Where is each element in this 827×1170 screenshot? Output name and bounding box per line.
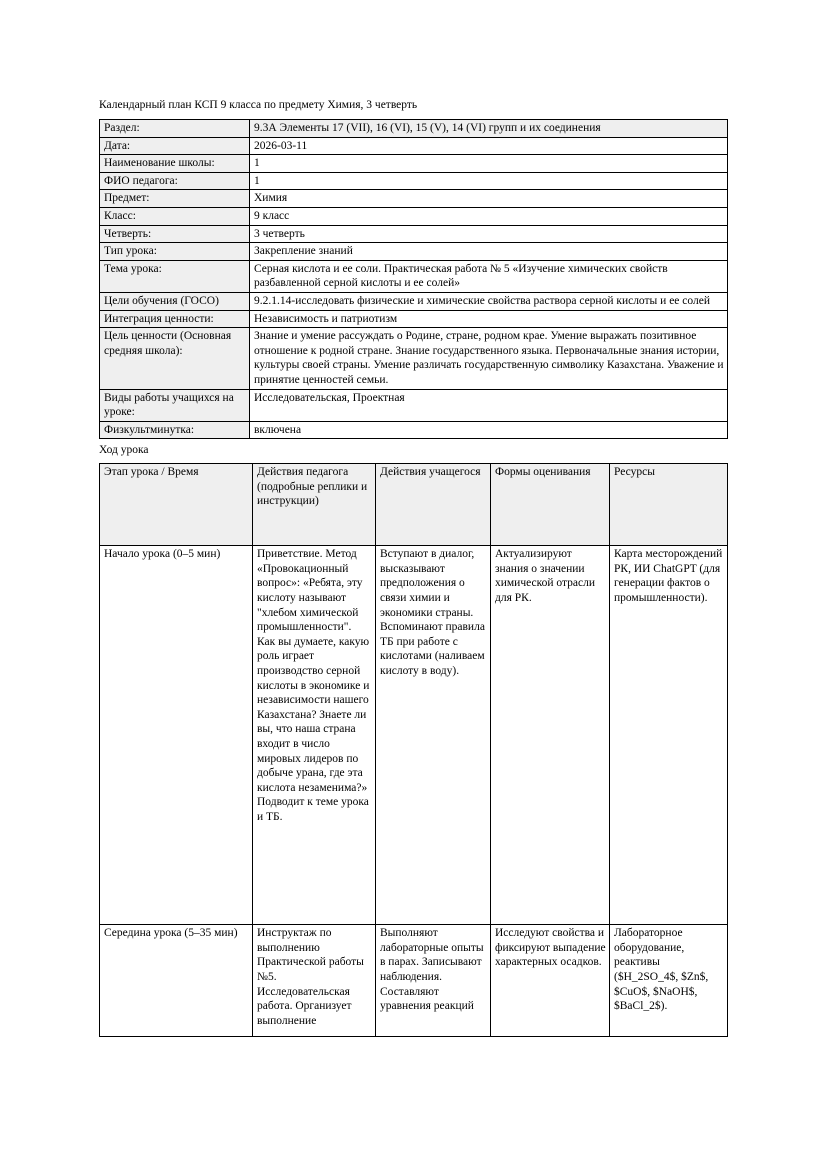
info-value: 1	[250, 155, 728, 173]
cell-stage: Середина урока (5–35 мин)	[100, 925, 253, 1037]
lesson-info-table	[99, 119, 728, 439]
info-label: Интеграция ценности:	[100, 310, 250, 328]
column-header-stage: Этап урока / Время	[100, 464, 253, 546]
info-value: 9.3А Элементы 17 (VII), 16 (VI), 15 (V), 14 (VI) групп и их соединения	[250, 120, 728, 138]
table-row	[100, 172, 728, 190]
info-label: Тип урока:	[100, 243, 250, 261]
info-label: Предмет:	[100, 190, 250, 208]
table-row	[100, 260, 728, 292]
cell-resources: Карта месторождений РК, ИИ ChatGPT (для генерации фактов о промышленности).	[610, 546, 728, 925]
info-label: Тема урока:	[100, 260, 250, 292]
info-label: Цели обучения (ГОСО)	[100, 292, 250, 310]
info-value: 2026-03-11	[250, 137, 728, 155]
info-value: Знание и умение рассуждать о Родине, стране, родном крае. Умение выражать позитивное отношение к родной стране. Знание государственного языка. Первоначальные знания истории, культуры своей страны. Умение различать государственную символику Казахстана. Уважение и принятие ценностей семьи.	[250, 328, 728, 389]
info-label: Раздел:	[100, 120, 250, 138]
cell-student-actions: Выполняют лабораторные опыты в парах. Записывают наблюдения. Составляют уравнения реакций	[376, 925, 491, 1037]
info-label: Виды работы учащихся на уроке:	[100, 389, 250, 421]
info-value: 9.2.1.14-исследовать физические и химические свойства раствора серной кислоты и ее солей	[250, 292, 728, 310]
table-row	[100, 207, 728, 225]
info-value: Химия	[250, 190, 728, 208]
column-header-resources: Ресурсы	[610, 464, 728, 546]
cell-resources: Лабораторное оборудование, реактивы ($H_2SO_4$, $Zn$, $CuO$, $NaOH$, $BaCl_2$).	[610, 925, 728, 1037]
table-row	[100, 328, 728, 389]
table-row	[100, 310, 728, 328]
column-header-student-actions: Действия учащегося	[376, 464, 491, 546]
table-row	[100, 155, 728, 173]
table-row	[100, 292, 728, 310]
info-value: Независимость и патриотизм	[250, 310, 728, 328]
column-header-teacher-actions: Действия педагога (подробные реплики и инструкции)	[253, 464, 376, 546]
table-row	[100, 243, 728, 261]
table-header-row	[100, 464, 728, 546]
info-value: Исследовательская, Проектная	[250, 389, 728, 421]
table-row	[100, 225, 728, 243]
table-row	[100, 120, 728, 138]
table-row	[100, 546, 728, 925]
table-row	[100, 137, 728, 155]
cell-teacher-actions: Приветствие. Метод «Провокационный вопрос»: «Ребята, эту кислоту называют "хлебом химической промышленности". Как вы думаете, какую роль играет производство серной кислоты в экономике и независимости нашего Казахстана? Знаете ли вы, что наша страна входит в число мировых лидеров по добыче урана, где эта кислота незаменима?» Подводит к теме урока и ТБ.	[253, 546, 376, 925]
info-label: Четверть:	[100, 225, 250, 243]
cell-stage: Начало урока (0–5 мин)	[100, 546, 253, 925]
info-label: Наименование школы:	[100, 155, 250, 173]
info-label: Дата:	[100, 137, 250, 155]
cell-assessment-forms: Исследуют свойства и фиксируют выпадение характерных осадков.	[491, 925, 610, 1037]
info-value: 1	[250, 172, 728, 190]
lesson-info-body	[100, 120, 728, 439]
info-value: Серная кислота и ее соли. Практическая работа № 5 «Изучение химических свойств разбавленной серной кислоты и ее солей»	[250, 260, 728, 292]
table-row	[100, 190, 728, 208]
lesson-flow-table	[99, 463, 728, 1037]
cell-student-actions: Вступают в диалог, высказывают предположения о связи химии и экономики страны. Вспоминают правила ТБ при работе с кислотами (наливаем кислоту в воду).	[376, 546, 491, 925]
info-value: Закрепление знаний	[250, 243, 728, 261]
column-header-assessment-forms: Формы оценивания	[491, 464, 610, 546]
table-row	[100, 925, 728, 1037]
lesson-flow-body	[100, 546, 728, 1037]
info-label: Физкультминутка:	[100, 421, 250, 439]
cell-teacher-actions: Инструктаж по выполнению Практической работы №5. Исследовательская работа. Организует выполнение	[253, 925, 376, 1037]
info-value: включена	[250, 421, 728, 439]
info-value: 9 класс	[250, 207, 728, 225]
page-title: Календарный план КСП 9 класса по предмету Химия, 3 четверть	[99, 99, 418, 111]
info-label: Класс:	[100, 207, 250, 225]
table-row	[100, 421, 728, 439]
info-label: Цель ценности (Основная средняя школа):	[100, 328, 250, 389]
lesson-flow-head	[100, 464, 728, 546]
info-value: 3 четверть	[250, 225, 728, 243]
section-heading: Ход урока	[99, 444, 149, 457]
cell-assessment-forms: Актуализируют знания о значении химической отрасли для РК.	[491, 546, 610, 925]
table-row	[100, 389, 728, 421]
info-label: ФИО педагога:	[100, 172, 250, 190]
